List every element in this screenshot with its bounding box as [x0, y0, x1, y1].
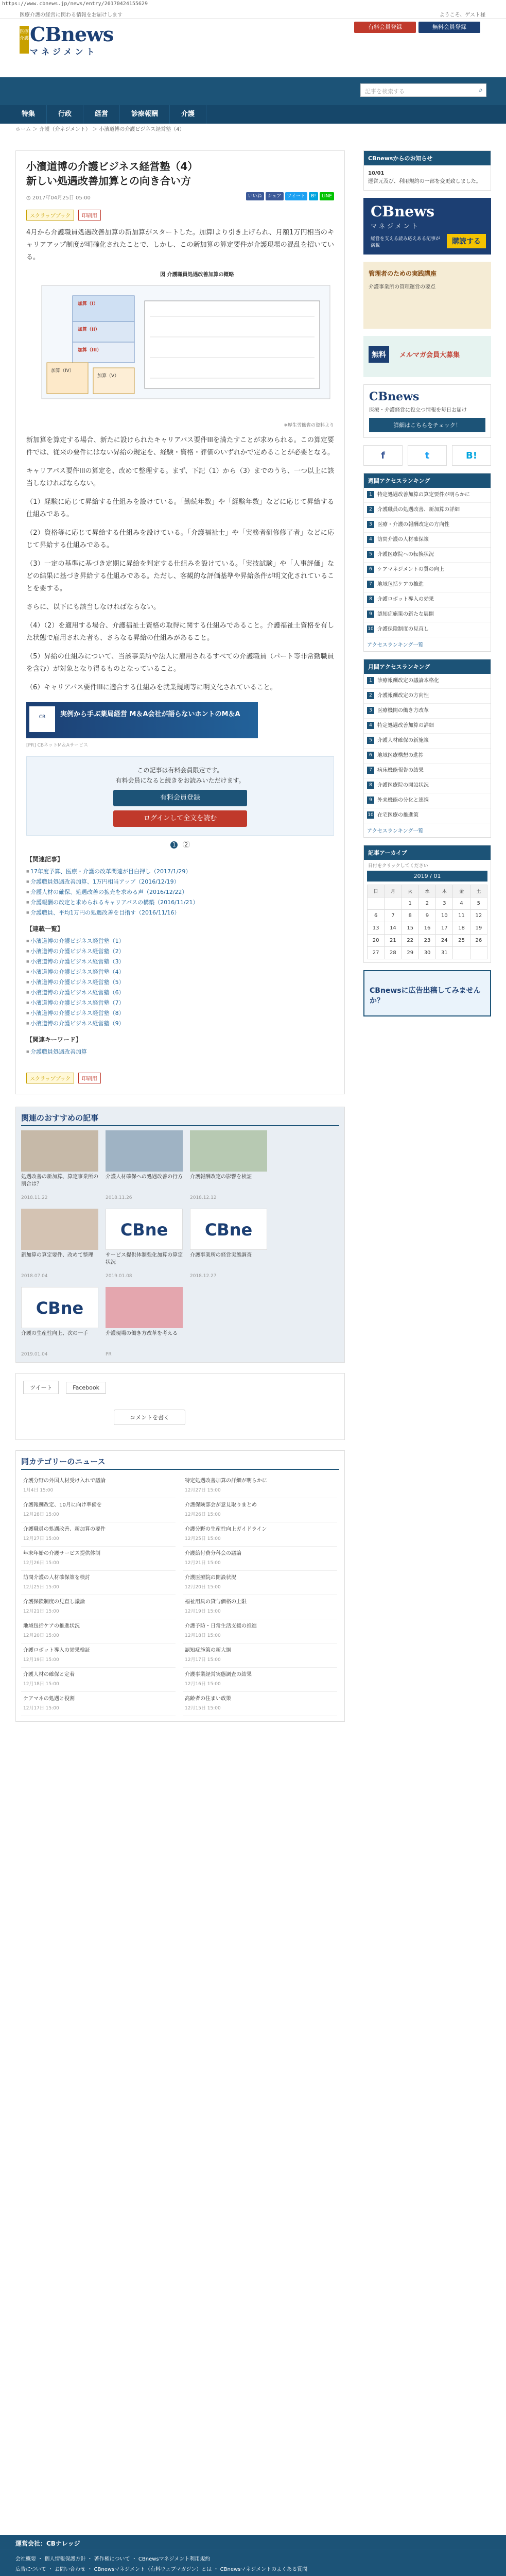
news-item[interactable]: 福祉用具の貸与価格の上限 12月19日 15:00 [183, 1595, 337, 1619]
category-list-right [183, 1474, 337, 1716]
series-link[interactable]: ■ 小濱道博の介護ビジネス経営塾（9） [26, 1019, 334, 1029]
recommend-thumb [21, 1130, 98, 1172]
recommend-grid [21, 1130, 339, 1357]
rank-item[interactable]: 3 医療・介護の報酬改定の方向性 [364, 518, 491, 533]
category-news [15, 1450, 345, 1722]
archive-calendar: 記事アーカイブ 日付をクリックしてください 2019 / 01 日 月 火 水 木 金 土 1 2 3 4 5 6 7 8 9 10 11 12 13 14 15 16 17 18 19 20 21 22 23 24 25 26 27 28 29 30 31 [363, 845, 491, 963]
series-head: 【連載一覧】 [26, 925, 64, 933]
recommend-card[interactable]: CBne 介護事業所の経営実態調査 2018.12.27 [190, 1209, 267, 1279]
promo-button[interactable]: 詳細はこちらをチェック！ [369, 418, 485, 432]
article-meta [26, 193, 334, 202]
social-buttons [363, 445, 491, 466]
recommend-thumb-logo: CBne [106, 1209, 183, 1250]
top-bar [0, 8, 506, 19]
footer-link[interactable]: 広告について [15, 2567, 46, 2572]
ad-banner[interactable]: CBnewsに広告出稿してみませんか？ [363, 970, 491, 1016]
news-item[interactable]: 訪問介護の人材確保策を検討 12月25日 15:00 [21, 1571, 176, 1595]
news-item[interactable]: 介護職員の処遇改善、新加算の要件 12月27日 15:00 [21, 1522, 176, 1547]
keyword-link[interactable]: ■ 介護職員処遇改善加算 [26, 1047, 334, 1057]
main-nav [0, 105, 506, 124]
paragraph: （2）資格等に応じて昇給する仕組みを設けている。「介護福祉士」や「実務者研修修了者」などに応じて昇給する仕組みである。 [26, 529, 334, 549]
news-item[interactable]: 介護人材の確保と定着 12月18日 15:00 [21, 1668, 176, 1692]
comment-section [15, 1373, 345, 1440]
calendar-month[interactable]: 2019 / 01 [367, 871, 487, 882]
facebook-share-button[interactable]: Facebook [66, 1382, 106, 1394]
nav-item-management[interactable]: 経営 [83, 105, 120, 124]
promo-box: CBnews 医療・介護経営に役立つ情報を毎日お届け 詳細はこちらをチェック！ [363, 384, 491, 438]
info-head: CBnewsからのお知らせ [364, 151, 491, 165]
nav-item-admin[interactable]: 行政 [47, 105, 83, 124]
paid-register-button[interactable]: 有料会員登録 [354, 22, 416, 33]
monthly-ranking: 月間アクセスランキング 1 診療報酬改定の議論本格化 2 介護報酬改定の方向性 3 医療機関の働き方改革 4 特定処遇改善加算の詳細 5 介護人材確保の新施策 6 地域医療構想の進捗 7 病床機能報告の結果 8 介護医療院の開設状況 9 外来機能の分化と連携 10 在宅医療の推進策 アクセスランキング一覧 [363, 659, 491, 838]
footer [0, 2535, 506, 2576]
tagline: 医療介護の経営に関わる情報をお届けします [20, 12, 123, 18]
comment-button[interactable]: コメントを書く [114, 1410, 185, 1425]
paragraph: キャリアパス要件IIIの算定を、改めて整理する。まず、下記（1）から（3）までのうち、一つ以上に該当しなければならない。 [26, 467, 334, 487]
recommend-title: 関連のおすすめの記事 [21, 1112, 339, 1126]
keyword-head: 【関連キーワード】 [26, 1036, 82, 1043]
recommend-section [15, 1107, 345, 1363]
recommend-thumb [106, 1287, 183, 1328]
welcome-text: ようこそ、ゲスト様 [439, 12, 485, 18]
recommend-thumb-logo: CBne [190, 1209, 267, 1250]
news-item[interactable]: ケアマネの処遇と役割 12月17日 15:00 [21, 1692, 176, 1716]
footer-link[interactable]: CBnewsマネジメント（有料ウェブマガジン）とは [94, 2567, 212, 2572]
nav-item-feature[interactable]: 特集 [10, 105, 47, 124]
subscribe-banner[interactable]: CBnews マネジメント 経営を支える読み応えある記事が満載 購読する [363, 198, 491, 255]
rank-item[interactable]: 2 介護報酬改定の方向性 [364, 689, 491, 704]
news-item[interactable]: 介護ロボット導入の効果検証 12月19日 15:00 [21, 1643, 176, 1668]
ad-note: [PR] CBネットM＆Aサービス [26, 743, 88, 748]
url-bar: https://www.cbnews.jp/news/entry/20170424155629 [2, 1, 148, 7]
paragraph: さらに、以下にも該当しなければならない。 [26, 603, 161, 611]
rank-item[interactable]: 7 地域包括ケアの推進 [364, 578, 491, 592]
rank-item[interactable]: 3 医療機関の働き方改革 [364, 704, 491, 719]
figure-box-3: 加算（III） [78, 348, 102, 353]
news-item[interactable]: 特定処遇改善加算の詳細が明らかに 12月27日 15:00 [183, 1474, 337, 1498]
paragraph: 4月から介護職員処遇改善加算の新加算がスタートした。加算Iより引き上げられ、月額1万円相当のキャリアアップ制度が明確化されたことで、しかし、この新加算の算定要件が介護現場の混乱を招いている。 [26, 229, 334, 261]
figure-box-4: 加算（IV） [51, 368, 74, 374]
paywall-register-button[interactable]: 有料会員登録 [113, 790, 247, 806]
paragraph: （5）昇給の仕組みについて、当該事業所や法人に雇用されるすべての介護職員（パート等非常勤職員を含む）が対象となり得るものとなっていること。 [26, 653, 334, 673]
info-box [363, 150, 491, 191]
nav-top [15, 77, 491, 105]
info-date: 10/01 [368, 171, 385, 176]
related-head: 【関連記事】 [26, 856, 64, 863]
news-item[interactable]: 介護分野の生産性向上ガイドライン 12月25日 15:00 [183, 1522, 337, 1547]
news-item[interactable]: 介護保険制度の見直し議論 12月21日 15:00 [21, 1595, 176, 1619]
article-title: 小濱道博の介護ビジネス経営塾（4） 新しい処遇改善加算との向き合い方 [26, 160, 198, 187]
mailmag-banner[interactable]: 無料 メルマガ会員大募集 [363, 336, 491, 377]
series-link[interactable]: ■ 小濱道博の介護ビジネス経営塾（7） [26, 998, 334, 1008]
paragraph: （4）（2）を適用する場合、介護福祉士資格の取得に関する仕組みであること。介護福祉士資格を有した状態で雇用された者も、さらなる昇給の仕組みがあること。 [26, 622, 334, 642]
subscribe-button[interactable]: 購読する [447, 234, 486, 248]
article-bottom-tags [26, 1073, 334, 1083]
calendar-table: 日 月 火 水 木 金 土 1 2 3 4 5 6 7 8 9 10 11 12 13 14 15 16 17 18 19 20 21 22 23 24 25 26 27 28 29 30 31 [367, 885, 487, 959]
related-link[interactable]: ■ 17年度予算、医療・介護の改革関連が目白押し（2017/1/29） [26, 867, 334, 877]
news-item[interactable]: 高齢者の住まい政策 12月15日 15:00 [183, 1692, 337, 1716]
article [15, 150, 345, 1094]
news-item[interactable]: 介護報酬改定、10月に向け準備を 12月28日 15:00 [21, 1498, 176, 1522]
rank-item[interactable]: 1 診療報酬改定の議論本格化 [364, 674, 491, 689]
rank-item[interactable]: 4 特定処遇改善加算の詳細 [364, 719, 491, 734]
figure-chart [26, 270, 335, 419]
tweet-share-button[interactable]: ツイート [23, 1381, 59, 1394]
mrank-more-link[interactable]: アクセスランキング一覧 [367, 828, 424, 834]
category-title: 同カテゴリーのニュース [21, 1456, 339, 1470]
news-item[interactable]: 介護分野の外国人材受け入れで議論 1月4日 15:00 [21, 1474, 176, 1498]
figure-caption: ※厚生労働省の資料より [284, 423, 334, 428]
nav-item-care[interactable]: 介護 [170, 105, 206, 124]
news-item[interactable]: 介護保険部会が意見取りまとめ 12月26日 15:00 [183, 1498, 337, 1522]
rank-item[interactable]: 10 介護保険制度の見直し [364, 622, 491, 637]
related-link[interactable]: ■ 介護報酬の改定と求められるキャリアパスの構築（2016/11/21） [26, 897, 334, 908]
header [0, 19, 506, 77]
share-buttons [246, 192, 334, 200]
recommend-thumb [190, 1130, 267, 1172]
weekly-ranking: 週間アクセスランキング 1 特定処遇改善加算の算定要件が明らかに 2 介護職員の処遇改善、新加算の詳細 3 医療・介護の報酬改定の方向性 4 訪問介護の人材確保策 5 介護医療院への転換状況 6 ケアマネジメントの質の向上 7 地域包括ケアの推進 8 介護ロボット導入の効果 9 認知症施策の新たな展開 10 介護保険制度の見直し アクセスランキング一覧 [363, 473, 491, 652]
like-button[interactable]: いいね [246, 192, 264, 200]
paragraph: （3）一定の基準に基づき定期に昇給を判定する仕組みを設けている。「実技試験」や「人事評価」などの結果に基づき昇給する仕組みである。ただし、客観的な評価基準や昇給条件が明文化されていることを要する。 [26, 560, 335, 592]
paragraph: （1）経験に応じて昇給する仕組みを設けている。「勤続年数」や「経験年数」などに応じて昇給する仕組みである。 [26, 498, 334, 518]
figure-box-5: 加算（V） [97, 374, 119, 379]
related-link[interactable]: ■ 介護職員、平均1万円の処遇改善を目指す（2016/11/16） [26, 908, 334, 918]
recommend-thumb-logo: CBne [21, 1287, 98, 1328]
figure-title: 図 介護職員処遇改善加算の概略 [160, 272, 234, 278]
free-register-button[interactable]: 無料会員登録 [418, 22, 480, 33]
clock-icon: ◷ [26, 195, 31, 201]
page-2[interactable]: 2 [183, 841, 190, 848]
series-link[interactable]: ■ 小濱道博の介護ビジネス経営塾（4） [26, 967, 334, 977]
news-item[interactable]: 介護予防・日常生活支援の推進 12月18日 15:00 [183, 1619, 337, 1643]
ad-caption: 実例から手ぶ薬局経営 M＆A会社が語らないホントのM＆A [60, 710, 240, 718]
paragraph: （6）キャリアパス要件IIIに適合する仕組みを就業規則等に明文化されていること。 [26, 684, 277, 691]
rank-item[interactable]: 9 認知症施策の新たな展開 [364, 607, 491, 622]
search-icon[interactable]: ⌕ [479, 86, 483, 94]
hatena-icon[interactable]: B! [452, 445, 491, 466]
category-list-left [21, 1474, 176, 1716]
tweet-button[interactable]: ツイート [285, 192, 308, 200]
series-link[interactable]: ■ 小濱道博の介護ビジネス経営塾（6） [26, 988, 334, 998]
rank-item[interactable]: 6 地域医療構想の進捗 [364, 749, 491, 764]
footer-link[interactable]: CBnewsマネジメントのよくある質問 [220, 2567, 308, 2572]
search-input[interactable] [360, 83, 486, 97]
rank-item[interactable]: 5 介護医療院への転換状況 [364, 548, 491, 563]
print-button-bottom[interactable]: 印刷用 [78, 1073, 101, 1083]
paywall-line-2: 有料会員になると続きをお読みいただけます。 [115, 777, 245, 784]
inline-ad[interactable] [26, 702, 258, 738]
seminar-banner[interactable]: 管理者のための実践講座 介護事業所の管理運営の要点 [363, 262, 491, 329]
header-buttons [352, 22, 485, 33]
series-link[interactable]: ■ 小濱道博の介護ビジネス経営塾（8） [26, 1008, 334, 1019]
rank-item[interactable]: 4 訪問介護の人材確保策 [364, 533, 491, 548]
recommend-thumb [21, 1209, 98, 1250]
news-item[interactable]: 介護医療院の開設状況 12月20日 15:00 [183, 1571, 337, 1595]
news-item[interactable]: 年末年始の介護サービス提供体制 12月26日 15:00 [21, 1547, 176, 1571]
rank-item[interactable]: 2 介護職員の処遇改善、新加算の詳細 [364, 503, 491, 518]
logo-mark: 医療介護 [20, 26, 29, 54]
series-link[interactable]: ■ 小濱道博の介護ビジネス経営塾（5） [26, 977, 334, 988]
rank-item[interactable]: 1 特定処遇改善加算の算定要件が明らかに [364, 488, 491, 503]
news-item[interactable]: 介護事業経営実態調査の結果 12月16日 15:00 [183, 1668, 337, 1692]
logo-brand: CBnews [30, 23, 114, 46]
paywall [26, 756, 334, 836]
rank-item[interactable]: 8 介護ロボット導入の効果 [364, 592, 491, 607]
search-placeholder: 記事を検索する [365, 88, 405, 95]
related-section [26, 855, 334, 1057]
rank-item[interactable]: 10 在宅医療の推進策 [364, 808, 491, 823]
rank-more-link[interactable]: アクセスランキング一覧 [367, 642, 424, 648]
ad-logo-icon: CB [29, 706, 55, 732]
news-item[interactable]: 地域包括ケアの推進状況 12月20日 15:00 [21, 1619, 176, 1643]
rank-item[interactable]: 6 ケアマネジメントの質の向上 [364, 563, 491, 578]
site-logo[interactable] [20, 23, 112, 56]
figure-box-1: 加算（I） [78, 301, 98, 307]
info-text[interactable]: 運営元及び、利用規約の一部を変更致しました。 [368, 179, 481, 184]
paywall-line-1: この記事は有料会員限定です。 [137, 767, 223, 774]
recommend-card[interactable]: CBne サービス提供体制強化加算の算定状況 2019.01.08 [106, 1209, 183, 1279]
footer-link[interactable]: CBnewsマネジメント利用規約 [138, 2556, 211, 2562]
footer-link[interactable]: 会社概要 [15, 2556, 36, 2562]
hatena-button[interactable]: B! [309, 192, 318, 200]
pager [26, 841, 334, 849]
footer-link[interactable]: お問い合わせ [55, 2567, 86, 2572]
footer-link[interactable]: 著作権について [94, 2556, 130, 2562]
recommend-card[interactable]: 介護人材確保への処遇改善の行方 2018.11.26 [106, 1130, 183, 1200]
figure-box-2: 加算（II） [78, 327, 100, 332]
sidebar [363, 150, 491, 1024]
rank-item[interactable]: 5 介護人材確保の新施策 [364, 734, 491, 749]
recommend-card[interactable]: 介護現場の働き方改革を考える PR [106, 1287, 183, 1357]
footer-title: 運営会社：CBナレッジ [0, 2535, 506, 2550]
breadcrumb[interactable]: ホーム ＞ 介護（介ネジメント） ＞ 小濱道博の介護ビジネス経営塾（4） [15, 127, 185, 132]
series-link[interactable]: ■ 小濱道博の介護ビジネス経営塾（2） [26, 946, 334, 957]
print-button[interactable]: 印刷用 [78, 210, 101, 221]
logo-sub: マネジメント [30, 47, 98, 57]
related-link[interactable]: ■ 介護人材の確保、処遇改善の拡充を求める声（2016/12/22） [26, 887, 334, 897]
nav-item-fee[interactable]: 診療報酬 [120, 105, 170, 124]
recommend-card[interactable]: 処遇改善の新加算、算定事業所の割合は？ 2018.11.22 [21, 1130, 98, 1200]
news-item[interactable]: 認知症施策の新大綱 12月17日 15:00 [183, 1643, 337, 1668]
article-tags [26, 210, 334, 221]
line-button[interactable]: LINE [320, 192, 334, 200]
scrapbook-button[interactable]: スクラップブック [26, 210, 74, 221]
recommend-card[interactable]: CBne 介護の生産性向上、次の一手 2019.01.04 [21, 1287, 98, 1357]
twitter-icon[interactable]: t [408, 445, 447, 466]
scrapbook-button-bottom[interactable]: スクラップブック [26, 1073, 74, 1083]
page-1[interactable]: 1 [170, 841, 178, 849]
series-link[interactable]: ■ 小濱道博の介護ビジネス経営塾（3） [26, 957, 334, 967]
recommend-thumb [106, 1130, 183, 1172]
facebook-icon[interactable]: f [363, 445, 403, 466]
rank-item[interactable]: 9 外来機能の分化と連携 [364, 793, 491, 808]
figure-svg [26, 270, 335, 419]
footer-links: 会社概要 ・ 個人情報保護方針 ・ 著作権について ・ CBnewsマネジメント利用規約 広告について ・ お問い合わせ ・ CBnewsマネジメント（有料ウェブマガジン）とは ・ CBnewsマネジメントのよくある質問 [15, 2556, 308, 2572]
news-item[interactable]: 介護給付費分科会の議論 12月21日 15:00 [183, 1547, 337, 1571]
main-column [15, 150, 345, 1722]
paywall-login-button[interactable]: ログインして全文を読む [113, 810, 247, 827]
rank-item[interactable]: 8 介護医療院の開設状況 [364, 778, 491, 793]
series-link[interactable]: ■ 小濱道博の介護ビジネス経営塾（1） [26, 936, 334, 946]
recommend-card[interactable]: 介護報酬改定の影響を検証 2018.12.12 [190, 1130, 267, 1200]
related-link[interactable]: ■ 介護職員処遇改善加算、1万円相当アップ（2016/12/19） [26, 877, 334, 887]
paragraph: 新加算を算定する場合、新たに設けられたキャリアパス要件IIIを満たすことが求められる。この算定要件では、従来の要件にはない昇給の規定を、経験・資格・評価のいずれかで定めることが必要となる。 [26, 436, 335, 456]
footer-link[interactable]: 個人情報保護方針 [44, 2556, 86, 2562]
share-button[interactable]: シェア [266, 192, 284, 200]
recommend-card[interactable]: 新加算の算定要件、改めて整理 2018.07.04 [21, 1209, 98, 1279]
rank-item[interactable]: 7 病床機能報告の結果 [364, 764, 491, 778]
article-date: 2017年04月25日 05:00 [32, 195, 91, 201]
